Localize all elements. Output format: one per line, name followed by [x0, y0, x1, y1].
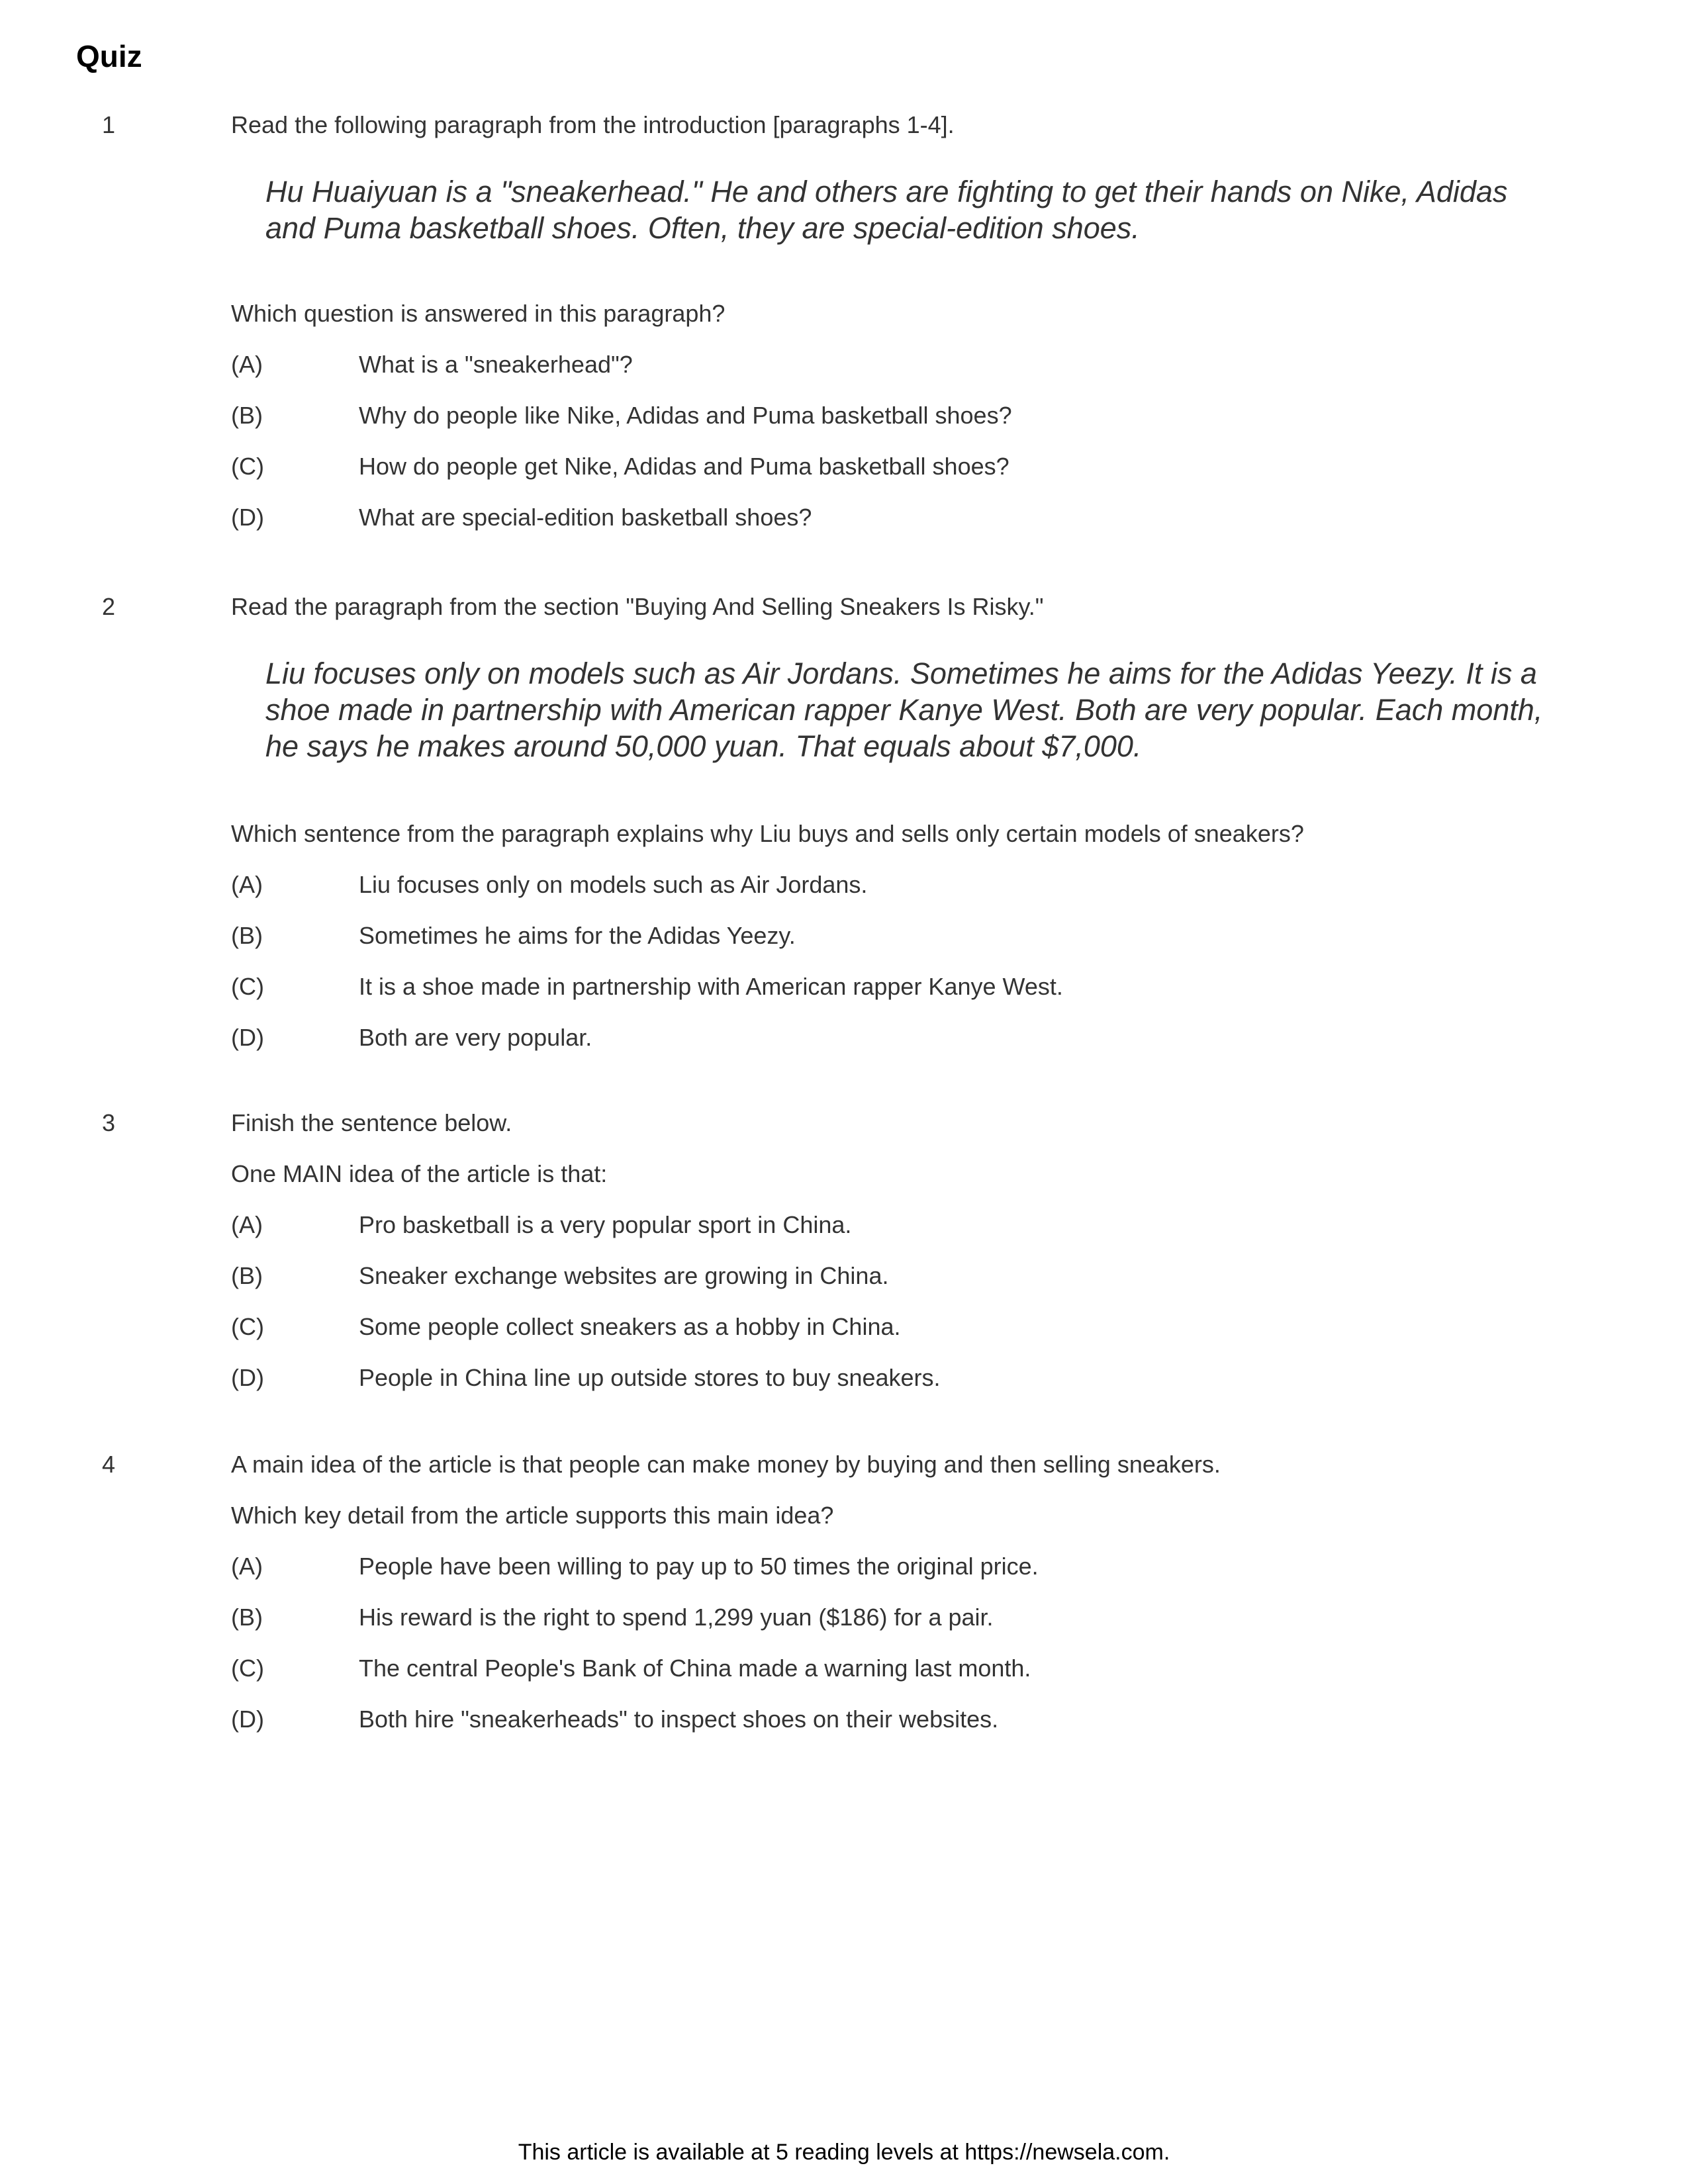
option-letter: (B): [231, 1262, 263, 1289]
option-letter: (A): [231, 1211, 263, 1238]
option-letter: (C): [231, 1313, 264, 1340]
question-prompt: A main idea of the article is that people can make money by buying and then selling sneakers.: [231, 1451, 1221, 1478]
option-letter: (A): [231, 351, 263, 378]
option-letter: (A): [231, 1553, 263, 1580]
option-letter: (D): [231, 1024, 264, 1051]
option-letter: (C): [231, 973, 264, 1000]
question-prompt: Read the following paragraph from the introduction [paragraphs 1-4].: [231, 111, 955, 138]
option-letter: (C): [231, 1655, 264, 1682]
option-d[interactable]: What are special-edition basketball shoes?: [359, 504, 812, 531]
quote-line: and Puma basketball shoes. Often, they are special-edition shoes.: [265, 211, 1140, 245]
option-letter: (D): [231, 1706, 264, 1733]
option-c[interactable]: It is a shoe made in partnership with American rapper Kanye West.: [359, 973, 1063, 1000]
option-b[interactable]: His reward is the right to spend 1,299 yuan ($186) for a pair.: [359, 1604, 994, 1631]
quote-line: he says he makes around 50,000 yuan. That equals about $7,000.: [265, 729, 1142, 763]
question-prompt: Read the paragraph from the section "Buying And Selling Sneakers Is Risky.": [231, 593, 1044, 620]
question-number: 4: [102, 1451, 116, 1478]
option-a[interactable]: Pro basketball is a very popular sport in China.: [359, 1211, 852, 1238]
page-footer: This article is available at 5 reading levels at https://newsela.com.: [518, 2140, 1170, 2165]
question-text: Which sentence from the paragraph explains why Liu buys and sells only certain models of sneakers?: [231, 820, 1304, 847]
quote-line: shoe made in partnership with American rapper Kanye West. Both are very popular. Each month,: [265, 693, 1543, 727]
option-letter: (D): [231, 504, 264, 531]
option-c[interactable]: The central People's Bank of China made a warning last month.: [359, 1655, 1031, 1682]
question-prompt: Finish the sentence below.: [231, 1109, 512, 1136]
option-letter: (B): [231, 922, 263, 949]
excerpt-quote: [265, 173, 1570, 246]
option-d[interactable]: Both hire "sneakerheads" to inspect shoes on their websites.: [359, 1706, 999, 1733]
question-text: Which question is answered in this paragraph?: [231, 300, 726, 327]
option-letter: (B): [231, 402, 263, 429]
option-a[interactable]: People have been willing to pay up to 50 times the original price.: [359, 1553, 1039, 1580]
quote-line: Liu focuses only on models such as Air Jordans. Sometimes he aims for the Adidas Yeezy. It is a: [265, 657, 1537, 690]
option-a[interactable]: Liu focuses only on models such as Air Jordans.: [359, 871, 868, 898]
option-letter: (D): [231, 1364, 264, 1391]
option-b[interactable]: Sometimes he aims for the Adidas Yeezy.: [359, 922, 796, 949]
option-d[interactable]: Both are very popular.: [359, 1024, 592, 1051]
question-text: Which key detail from the article supports this main idea?: [231, 1502, 834, 1529]
option-letter: (C): [231, 453, 264, 480]
option-a[interactable]: What is a "sneakerhead"?: [359, 351, 633, 378]
option-letter: (B): [231, 1604, 263, 1631]
option-letter: (A): [231, 871, 263, 898]
option-d[interactable]: People in China line up outside stores to buy sneakers.: [359, 1364, 941, 1391]
option-b[interactable]: Why do people like Nike, Adidas and Puma basketball shoes?: [359, 402, 1012, 429]
quote-line: Hu Huaiyuan is a "sneakerhead." He and others are fighting to get their hands on Nike, Adidas: [265, 175, 1508, 208]
question-number: 3: [102, 1109, 116, 1136]
question-number: 1: [102, 111, 116, 138]
question-text: One MAIN idea of the article is that:: [231, 1160, 608, 1187]
excerpt-quote: [265, 655, 1570, 764]
option-c[interactable]: How do people get Nike, Adidas and Puma basketball shoes?: [359, 453, 1009, 480]
page-title: Quiz: [76, 39, 142, 73]
option-b[interactable]: Sneaker exchange websites are growing in China.: [359, 1262, 889, 1289]
question-number: 2: [102, 593, 116, 620]
option-c[interactable]: Some people collect sneakers as a hobby in China.: [359, 1313, 901, 1340]
